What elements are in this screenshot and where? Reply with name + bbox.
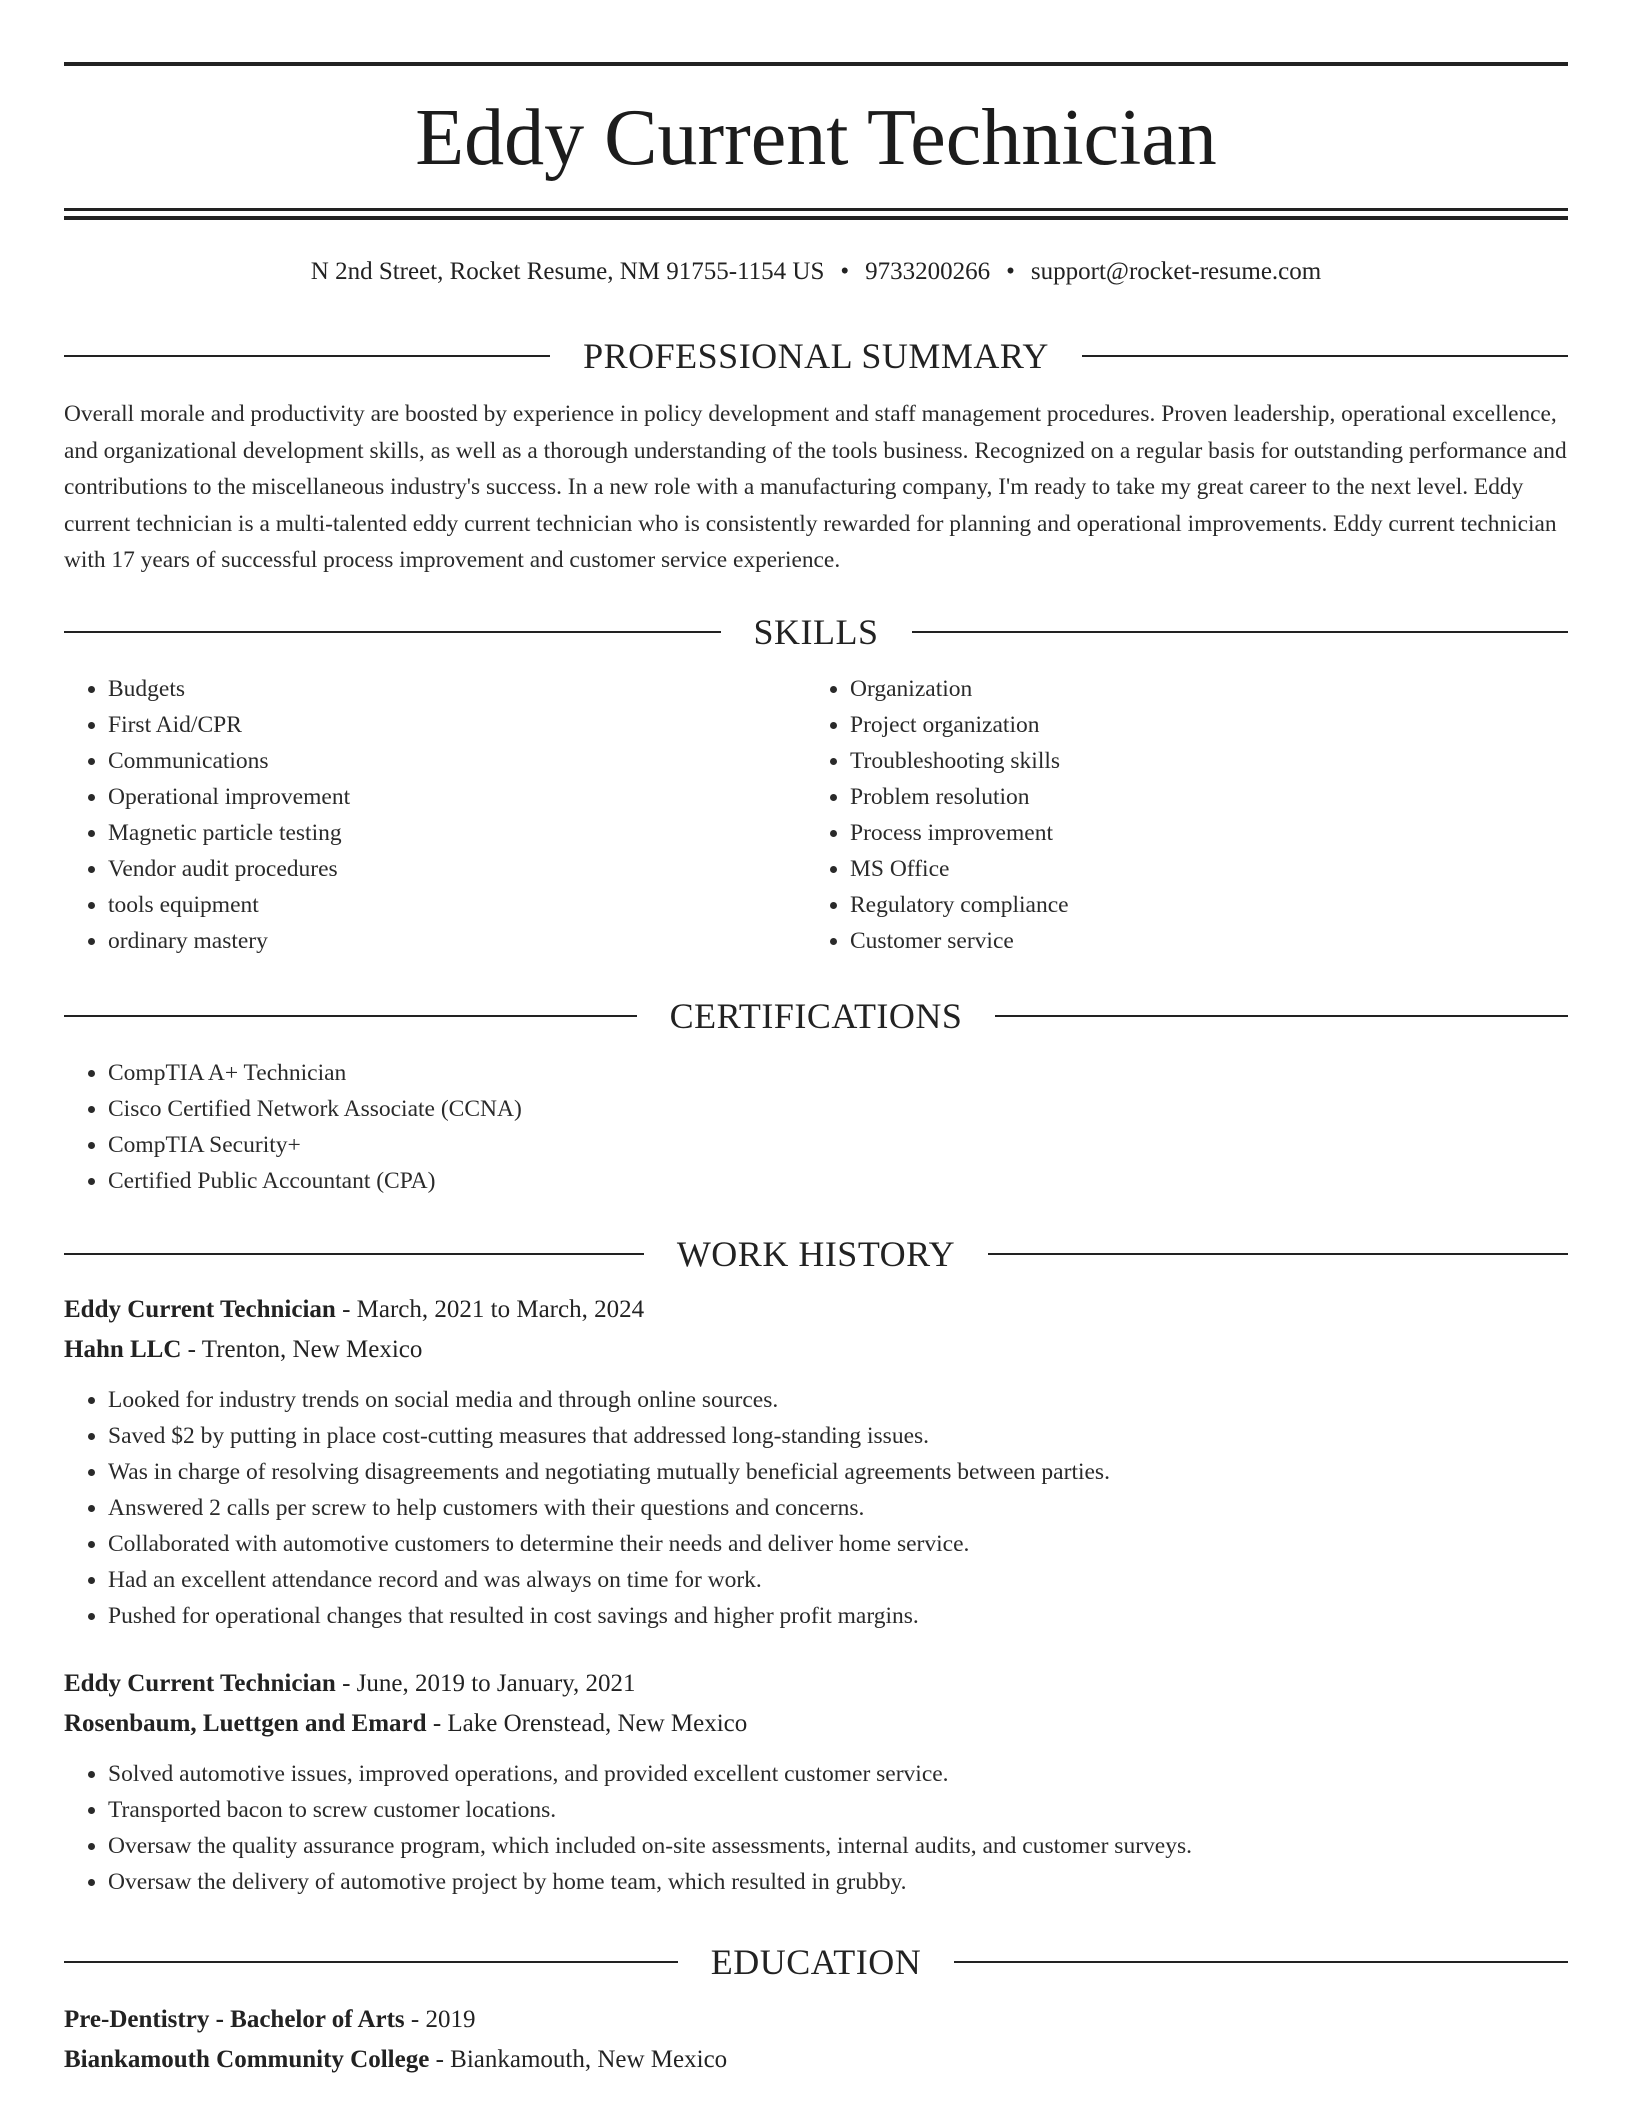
education-heading (64, 1940, 1568, 1984)
heading-rule (64, 355, 550, 357)
top-rule (64, 62, 1568, 66)
skill-item: • MS Office (850, 851, 1069, 887)
skill-item: • Organization (850, 671, 1069, 707)
skill-item: • Troubleshooting skills (850, 743, 1069, 779)
job-role: Eddy Current Technician (64, 1296, 336, 1323)
education-title: EDUCATION (710, 1942, 922, 1982)
heading-rule (64, 1253, 644, 1255)
job-bullet: • Transported bacon to screw customer locations. (108, 1792, 1568, 1828)
job-bullet: • Pushed for operational changes that resulted in cost savings and higher profit margins. (108, 1598, 1568, 1634)
heading-rule (988, 1253, 1568, 1255)
contact-address: N 2nd Street, Rocket Resume, NM 91755-1154 US (310, 258, 825, 285)
job-location: - Lake Orenstead, New Mexico (426, 1710, 748, 1737)
job-entry (64, 1290, 1568, 1634)
skill-item: • Process improvement (850, 815, 1069, 851)
certifications-title: CERTIFICATIONS (669, 996, 963, 1036)
skill-item: • Magnetic particle testing (108, 815, 350, 851)
heading-rule (64, 631, 721, 633)
job-dates: - June, 2019 to January, 2021 (335, 1670, 636, 1697)
job-title-line (64, 1664, 1568, 1704)
skill-item: • Problem resolution (850, 779, 1069, 815)
job-bullet: • Saved $2 by putting in place cost-cutting measures that addressed long-standing issues. (108, 1418, 1568, 1454)
job-dates: - March, 2021 to March, 2024 (335, 1296, 645, 1323)
title-rule-upper (64, 208, 1568, 211)
skill-item: • Regulatory compliance (850, 887, 1069, 923)
certifications-section (64, 994, 1568, 1199)
heading-rule (954, 1961, 1568, 1963)
education-degree-line (64, 2000, 1568, 2040)
certifications-list (64, 1055, 1568, 1199)
title-rule-lower (64, 216, 1568, 220)
contact-email: support@rocket-resume.com (1030, 258, 1322, 285)
job-company: Rosenbaum, Luettgen and Emard (64, 1710, 427, 1737)
summary-heading (64, 334, 1568, 378)
certification-item: • CompTIA Security+ (108, 1127, 1568, 1163)
job-bullet: • Looked for industry trends on social media and through online sources. (108, 1382, 1568, 1418)
heading-rule (64, 1015, 637, 1017)
resume-title: Eddy Current Technician (415, 94, 1217, 182)
certification-item: • Cisco Certified Network Associate (CCNA) (108, 1091, 1568, 1127)
contact-phone: 9733200266 (865, 258, 991, 285)
skill-item: • Vendor audit procedures (108, 851, 350, 887)
contact-line (64, 255, 1568, 289)
skill-item: • Budgets (108, 671, 350, 707)
work-history-title: WORK HISTORY (676, 1234, 956, 1274)
skills-list-right (806, 671, 1069, 959)
contact-separator: • (840, 258, 850, 285)
job-role: Eddy Current Technician (64, 1670, 336, 1697)
education-location: - Biankamouth, New Mexico (429, 2046, 728, 2073)
contact-separator: • (1006, 258, 1015, 285)
education-school: Biankamouth Community College (64, 2046, 430, 2073)
job-bullet: • Collaborated with automotive customers to determine their needs and deliver home service. (108, 1526, 1568, 1562)
heading-rule (912, 631, 1569, 633)
heading-rule (64, 1961, 678, 1963)
skill-item: • First Aid/CPR (108, 707, 350, 743)
skills-section (64, 610, 1568, 954)
certification-item: • CompTIA A+ Technician (108, 1055, 1568, 1091)
skill-item: • Operational improvement (108, 779, 350, 815)
education-section (64, 1940, 1568, 2080)
skills-title: SKILLS (753, 612, 879, 652)
summary-text: Overall morale and productivity are boosted by experience in policy development and staff management procedures. Proven leadership, operational excellence, and organizational development skills, as well as a thorough understanding of the tools business. Recognized on a regular basis for outstanding performance and contributions to the miscellaneous industry's success. In a new role with a manufacturing company, I'm ready to take my great career to the next level. Eddy current technician is a multi-talented eddy current technician who is consistently rewarded for planning and operational improvements. Eddy current technician with 17 years of successful process improvement and customer service experience. (64, 401, 1567, 573)
certification-item: • Certified Public Accountant (CPA) (108, 1163, 1568, 1199)
job-entry (64, 1664, 1568, 1900)
certifications-heading (64, 994, 1568, 1038)
summary-section (64, 334, 1568, 579)
job-bullet: • Oversaw the quality assurance program, which included on-site assessments, internal audits, and customer surveys. (108, 1828, 1568, 1864)
job-location: - Trenton, New Mexico (181, 1336, 423, 1363)
job-bullets (64, 1756, 1568, 1900)
job-bullet: • Was in charge of resolving disagreements and negotiating mutually beneficial agreements between parties. (108, 1454, 1568, 1490)
education-school-line (64, 2040, 1568, 2080)
job-title-line (64, 1290, 1568, 1330)
summary-title: PROFESSIONAL SUMMARY (583, 336, 1049, 376)
skill-item: • Customer service (850, 923, 1069, 959)
heading-rule (995, 1015, 1568, 1017)
skill-item: • Project organization (850, 707, 1069, 743)
job-bullet: • Oversaw the delivery of automotive project by home team, which resulted in grubby. (108, 1864, 1568, 1900)
education-degree: Pre-Dentistry - Bachelor of Arts (64, 2006, 405, 2033)
work-history-heading (64, 1232, 1568, 1276)
education-year: - 2019 (404, 2006, 476, 2033)
skill-item: • tools equipment (108, 887, 350, 923)
job-company-line (64, 1330, 1568, 1370)
job-company: Hahn LLC (64, 1336, 182, 1363)
skills-heading (64, 610, 1568, 654)
skills-list-left (64, 671, 350, 959)
job-bullet: • Solved automotive issues, improved operations, and provided excellent customer service. (108, 1756, 1568, 1792)
job-bullet: • Had an excellent attendance record and was always on time for work. (108, 1562, 1568, 1598)
job-bullets (64, 1382, 1568, 1634)
skill-item: • ordinary mastery (108, 923, 350, 959)
job-company-line (64, 1704, 1568, 1744)
skill-item: • Communications (108, 743, 350, 779)
work-history-section (64, 1232, 1568, 1900)
education-entry (64, 2000, 1568, 2080)
job-bullet: • Answered 2 calls per screw to help customers with their questions and concerns. (108, 1490, 1568, 1526)
heading-rule (1082, 355, 1568, 357)
